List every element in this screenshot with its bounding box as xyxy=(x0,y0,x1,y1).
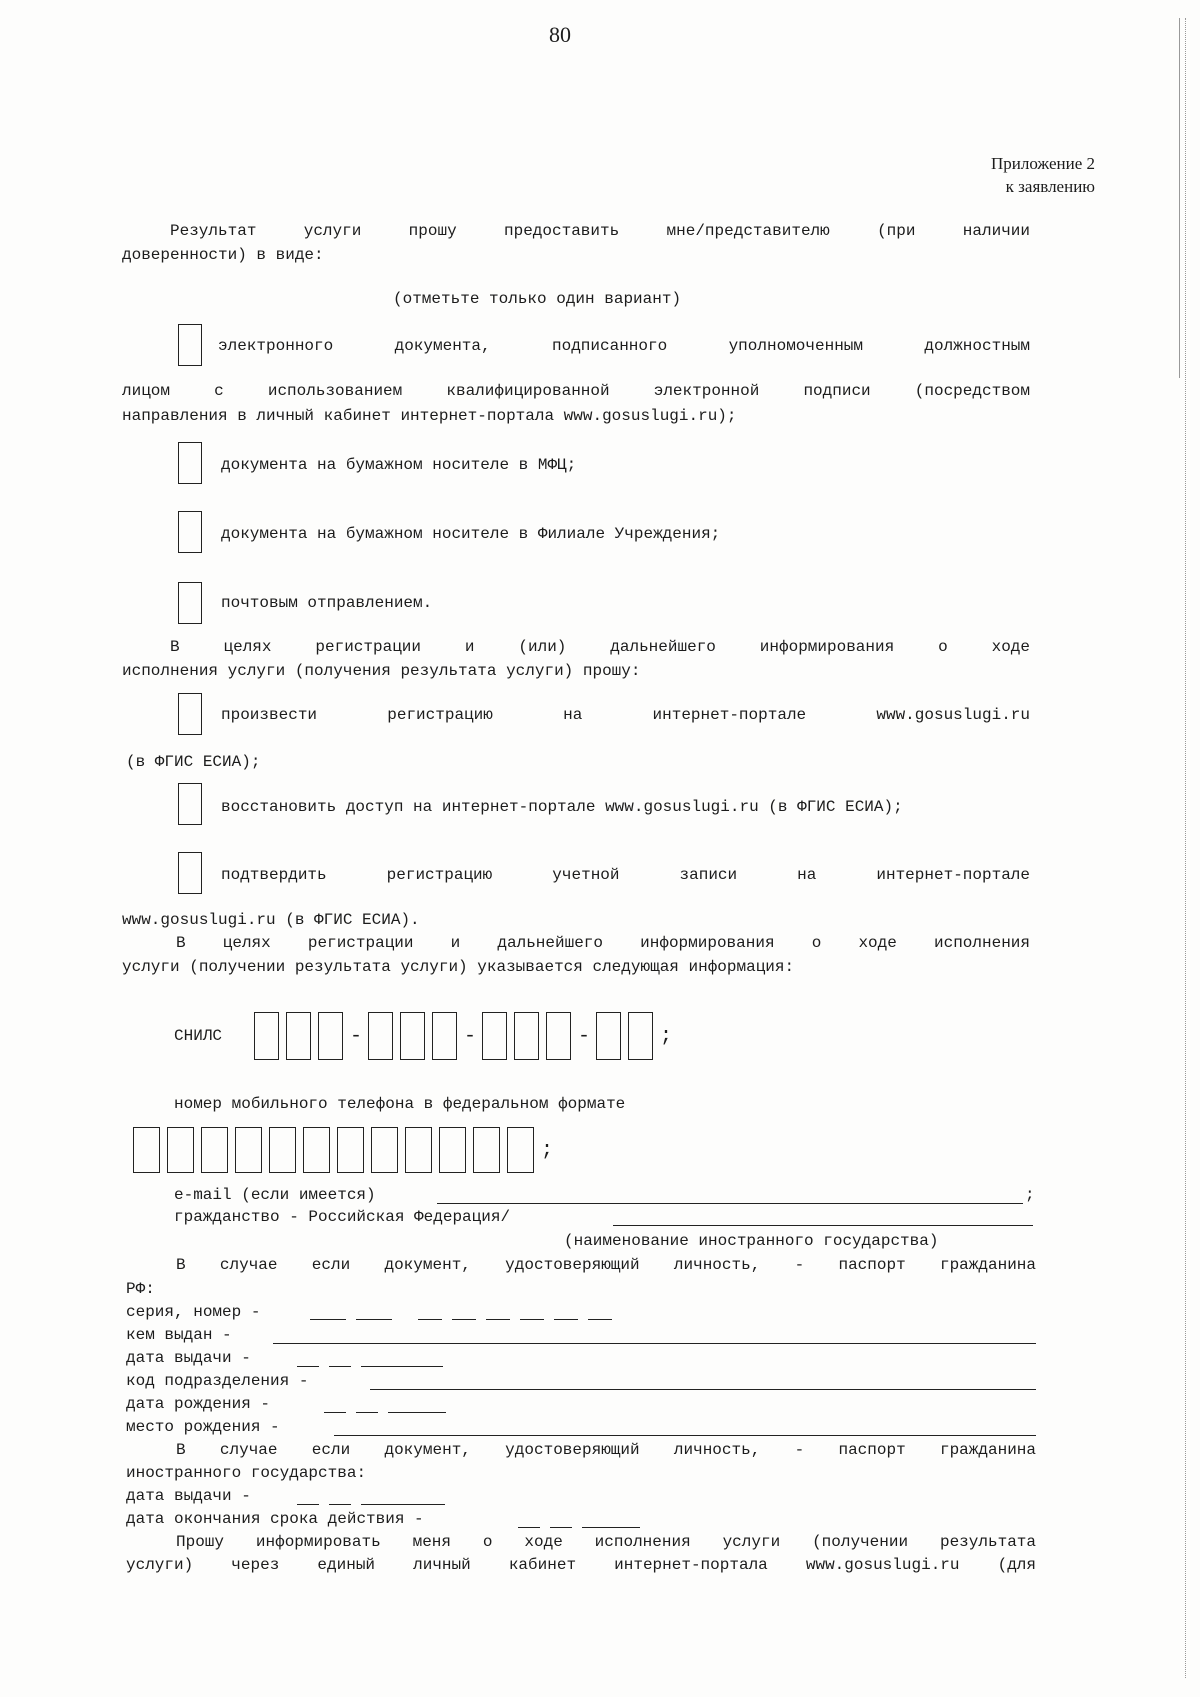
result-option-electronic-line3: направления в личный кабинет интернет-портала www.gosuslugi.ru); xyxy=(122,407,737,425)
email-end-mark: ; xyxy=(1025,1186,1035,1204)
foreign-issue-date-day-field[interactable] xyxy=(297,1504,319,1505)
citizenship-field[interactable] xyxy=(613,1225,1033,1226)
passport-number-field[interactable] xyxy=(452,1319,476,1320)
division-code-label: код подразделения - xyxy=(126,1372,309,1390)
phone-cell[interactable] xyxy=(303,1127,330,1173)
result-option-branch-checkbox[interactable] xyxy=(178,511,202,553)
result-option-mfc-checkbox[interactable] xyxy=(178,442,202,484)
phone-input[interactable] xyxy=(133,1127,559,1173)
registration-option-register-line1: произвести регистрацию на интернет-портале www.gosuslugi.ru xyxy=(221,706,1030,724)
result-hint: (отметьте только один вариант) xyxy=(393,290,682,308)
phone-cell[interactable] xyxy=(133,1127,160,1173)
passport-number-field[interactable] xyxy=(486,1319,510,1320)
snils-separator: - xyxy=(464,1024,477,1048)
foreign-expiry-day-field[interactable] xyxy=(518,1527,540,1528)
registration-option-confirm-checkbox[interactable] xyxy=(178,852,202,894)
birth-date-day-field[interactable] xyxy=(324,1412,346,1413)
email-field[interactable] xyxy=(437,1203,1023,1204)
registration-option-register-checkbox[interactable] xyxy=(178,693,202,735)
scan-edge-dark xyxy=(1179,18,1180,378)
passport-rf-intro-line2: РФ: xyxy=(126,1280,155,1298)
phone-cell[interactable] xyxy=(371,1127,398,1173)
phone-cell[interactable] xyxy=(269,1127,296,1173)
registration-intro-line2: исполнения услуги (получения результата услуги) прошу: xyxy=(122,662,641,680)
passport-number-field[interactable] xyxy=(554,1319,578,1320)
foreign-issue-date-label: дата выдачи - xyxy=(126,1487,251,1505)
snils-separator: - xyxy=(578,1024,591,1048)
result-option-branch-label: документа на бумажном носителе в Филиале Учреждения; xyxy=(221,525,721,543)
foreign-expiry-month-field[interactable] xyxy=(550,1527,572,1528)
issued-by-label: кем выдан - xyxy=(126,1326,232,1344)
phone-cell[interactable] xyxy=(337,1127,364,1173)
snils-cell[interactable] xyxy=(318,1012,343,1060)
phone-cell[interactable] xyxy=(405,1127,432,1173)
email-label: e-mail (если имеется) xyxy=(174,1186,376,1204)
page-number: 80 xyxy=(549,22,571,47)
snils-cell[interactable] xyxy=(254,1012,279,1060)
result-option-electronic-checkbox[interactable] xyxy=(178,324,202,366)
birth-date-label: дата рождения - xyxy=(126,1395,271,1413)
phone-cell[interactable] xyxy=(235,1127,262,1173)
passport-number-field[interactable] xyxy=(418,1319,442,1320)
notify-line2: услуги) через единый личный кабинет интернет-портала www.gosuslugi.ru (для xyxy=(126,1556,1036,1574)
snils-cell[interactable] xyxy=(432,1012,457,1060)
passport-series-label: серия, номер - xyxy=(126,1303,261,1321)
passport-foreign-intro-line1: В случае если документ, удостоверяющий личность, - паспорт гражданина xyxy=(176,1441,1036,1459)
registration-option-confirm-line2: www.gosuslugi.ru (в ФГИС ЕСИА). xyxy=(122,911,420,929)
passport-series-field[interactable] xyxy=(310,1319,346,1320)
birth-place-field[interactable] xyxy=(334,1435,1036,1436)
registration-option-confirm-line1: подтвердить регистрацию учетной записи на интернет-портале xyxy=(221,866,1030,884)
passport-number-field[interactable] xyxy=(588,1319,612,1320)
snils-input[interactable] xyxy=(254,1012,678,1060)
issued-by-field[interactable] xyxy=(273,1343,1036,1344)
passport-number-field[interactable] xyxy=(520,1319,544,1320)
result-intro-line1: Результат услуги прошу предоставить мне/представителю (при наличии xyxy=(170,222,1030,240)
issue-date-day-field[interactable] xyxy=(297,1366,319,1367)
snils-cell[interactable] xyxy=(400,1012,425,1060)
snils-cell[interactable] xyxy=(546,1012,571,1060)
registration-option-register-line2: (в ФГИС ЕСИА); xyxy=(126,753,261,771)
snils-label: СНИЛС xyxy=(174,1027,223,1045)
passport-foreign-intro-line2: иностранного государства: xyxy=(126,1464,367,1482)
foreign-issue-date-year-field[interactable] xyxy=(361,1504,445,1505)
snils-cell[interactable] xyxy=(286,1012,311,1060)
foreign-issue-date-month-field[interactable] xyxy=(329,1504,351,1505)
annex-subtitle: к заявлению xyxy=(1005,177,1095,196)
result-option-electronic-line1: электронного документа, подписанного уполномоченным должностным xyxy=(218,337,1030,355)
snils-cell[interactable] xyxy=(514,1012,539,1060)
foreign-expiry-year-field[interactable] xyxy=(582,1527,640,1528)
registration-option-restore-checkbox[interactable] xyxy=(178,783,202,825)
scan-edge xyxy=(1185,18,1186,1678)
foreign-expiry-label: дата окончания срока действия - xyxy=(126,1510,424,1528)
phone-cell[interactable] xyxy=(201,1127,228,1173)
notify-line1: Прошу информировать меня о ходе исполнения услуги (получении результата xyxy=(176,1533,1036,1551)
citizenship-hint: (наименование иностранного государства) xyxy=(564,1232,939,1250)
result-option-electronic-line2: лицом с использованием квалифицированной электронной подписи (посредством xyxy=(122,382,1030,400)
division-code-field[interactable] xyxy=(370,1389,1036,1390)
issue-date-year-field[interactable] xyxy=(361,1366,443,1367)
annex-title: Приложение 2 xyxy=(991,154,1095,173)
registration-intro-line1: В целях регистрации и (или) дальнейшего информирования о ходе xyxy=(170,638,1030,656)
registration-option-restore-label: восстановить доступ на интернет-портале www.gosuslugi.ru (в ФГИС ЕСИА); xyxy=(221,798,903,816)
snils-cell[interactable] xyxy=(596,1012,621,1060)
issue-date-label: дата выдачи - xyxy=(126,1349,251,1367)
birth-place-label: место рождения - xyxy=(126,1418,280,1436)
phone-cell[interactable] xyxy=(473,1127,500,1173)
birth-date-year-field[interactable] xyxy=(388,1412,446,1413)
passport-rf-intro-line1: В случае если документ, удостоверяющий личность, - паспорт гражданина xyxy=(176,1256,1036,1274)
phone-end-mark: ; xyxy=(541,1138,554,1162)
birth-date-month-field[interactable] xyxy=(356,1412,378,1413)
issue-date-month-field[interactable] xyxy=(329,1366,351,1367)
info-intro-line2: услуги (получении результата услуги) указывается следующая информация: xyxy=(122,958,795,976)
snils-end-mark: ; xyxy=(660,1024,673,1048)
result-option-post-label: почтовым отправлением. xyxy=(221,594,433,612)
snils-cell[interactable] xyxy=(368,1012,393,1060)
phone-label: номер мобильного телефона в федеральном формате xyxy=(174,1095,626,1113)
phone-cell[interactable] xyxy=(439,1127,466,1173)
result-intro-line2: доверенности) в виде: xyxy=(122,246,324,264)
result-option-mfc-label: документа на бумажном носителе в МФЦ; xyxy=(221,456,577,474)
annex-heading xyxy=(991,152,1095,198)
info-intro-line1: В целях регистрации и дальнейшего информирования о ходе исполнения xyxy=(176,934,1030,952)
passport-series-field[interactable] xyxy=(356,1319,392,1320)
citizenship-label: гражданство - Российская Федерация/ xyxy=(174,1208,511,1226)
snils-cell[interactable] xyxy=(628,1012,653,1060)
phone-cell[interactable] xyxy=(167,1127,194,1173)
snils-separator: - xyxy=(350,1024,363,1048)
phone-cell[interactable] xyxy=(507,1127,534,1173)
snils-cell[interactable] xyxy=(482,1012,507,1060)
result-option-post-checkbox[interactable] xyxy=(178,582,202,624)
